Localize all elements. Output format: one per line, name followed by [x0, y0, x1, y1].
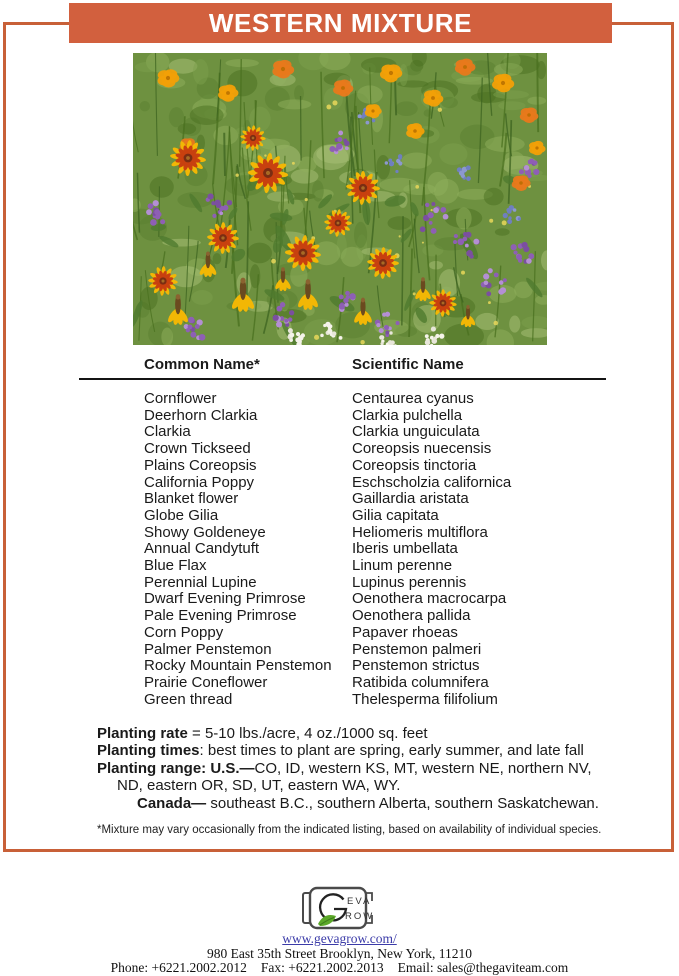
- common-name-cell: Crown Tickseed: [144, 441, 352, 458]
- wildflower-meadow-illustration: [133, 53, 547, 345]
- common-name-cell: Palmer Penstemon: [144, 642, 352, 659]
- scientific-name-cell: Coreopsis tinctoria: [352, 458, 614, 475]
- common-name-cell: Plains Coreopsis: [144, 458, 352, 475]
- mixture-disclaimer: *Mixture may vary occasionally from the indicated listing, based on availability of individual species.: [97, 824, 617, 836]
- table-row: [144, 541, 614, 558]
- table-row: [144, 642, 614, 659]
- contact-line: [0, 960, 679, 976]
- common-name-cell: Pale Evening Primrose: [144, 608, 352, 625]
- scientific-name-cell: Thelesperma filifolium: [352, 692, 614, 709]
- scientific-name-cell: Iberis umbellata: [352, 541, 614, 558]
- scientific-name-cell: Oenothera pallida: [352, 608, 614, 625]
- common-name-cell: Clarkia: [144, 424, 352, 441]
- scientific-name-cell: Clarkia unguiculata: [352, 424, 614, 441]
- scientific-name-cell: Ratibida columnifera: [352, 675, 614, 692]
- planting-range-line: [97, 760, 627, 777]
- gevagrow-logo: [299, 882, 381, 934]
- planting-range-canada-line: [97, 795, 627, 812]
- scientific-name-cell: Penstemon palmeri: [352, 642, 614, 659]
- table-row: [144, 458, 614, 475]
- table-row: [144, 675, 614, 692]
- table-row: [144, 508, 614, 525]
- common-name-cell: Annual Candytuft: [144, 541, 352, 558]
- logo-text-row: ROW: [345, 911, 374, 922]
- table-row: [144, 475, 614, 492]
- table-row: [144, 441, 614, 458]
- scientific-name-cell: Eschscholzia californica: [352, 475, 614, 492]
- scientific-name-cell: Gilia capitata: [352, 508, 614, 525]
- table-header-row: [0, 356, 679, 376]
- scientific-name-cell: Linum perenne: [352, 558, 614, 575]
- table-row: [144, 591, 614, 608]
- scientific-name-header: Scientific Name: [352, 356, 464, 373]
- planting-rate-line: [97, 725, 627, 742]
- table-row: [144, 525, 614, 542]
- scientific-name-cell: Centaurea cyanus: [352, 391, 614, 408]
- planting-times-text: : best times to plant are spring, early summer, and late fall: [200, 742, 584, 759]
- page-title: WESTERN MIXTURE: [209, 8, 472, 39]
- gevagrow-logo-icon: [299, 882, 381, 934]
- species-table: [144, 391, 614, 708]
- table-row: [144, 558, 614, 575]
- table-row: [144, 658, 614, 675]
- header-bar: [69, 3, 612, 43]
- scientific-name-cell: Penstemon strictus: [352, 658, 614, 675]
- planting-times-line: [97, 742, 627, 759]
- planting-range-us-text: CO, ID, western KS, MT, western NE, northern NV,: [255, 760, 592, 777]
- scientific-name-cell: Coreopsis nuecensis: [352, 441, 614, 458]
- planting-canada-text: southeast B.C., southern Alberta, southern Saskatchewan.: [206, 795, 599, 812]
- common-name-cell: California Poppy: [144, 475, 352, 492]
- common-name-cell: Deerhorn Clarkia: [144, 408, 352, 425]
- common-name-cell: Green thread: [144, 692, 352, 709]
- planting-rate-label: Planting rate: [97, 725, 188, 742]
- scientific-name-cell: Gaillardia aristata: [352, 491, 614, 508]
- table-row: [144, 391, 614, 408]
- email-text: Email: sales@thegaviteam.com: [398, 960, 569, 975]
- common-name-cell: Prairie Coneflower: [144, 675, 352, 692]
- planting-canada-label: Canada—: [137, 795, 206, 812]
- wildflower-photo: [133, 53, 547, 345]
- common-name-cell: Cornflower: [144, 391, 352, 408]
- common-name-cell: Blanket flower: [144, 491, 352, 508]
- common-name-cell: Showy Goldeneye: [144, 525, 352, 542]
- planting-range-label: Planting range:: [97, 760, 210, 777]
- table-row: [144, 608, 614, 625]
- table-row: [144, 625, 614, 642]
- table-row: [144, 575, 614, 592]
- website-line: [0, 931, 679, 947]
- planting-range-us-text2: ND, eastern OR, SD, UT, eastern WA, WY.: [117, 777, 400, 794]
- common-name-cell: Dwarf Evening Primrose: [144, 591, 352, 608]
- website-link[interactable]: www.gevagrow.com/: [282, 931, 396, 946]
- scientific-name-cell: Lupinus perennis: [352, 575, 614, 592]
- common-name-header: Common Name*: [144, 356, 260, 373]
- planting-range-us-label: U.S.—: [210, 760, 254, 777]
- scientific-name-cell: Oenothera macrocarpa: [352, 591, 614, 608]
- fax-text: Fax: +6221.2002.2013: [261, 960, 384, 975]
- logo-text-eva: EVA: [347, 896, 371, 907]
- table-row: [144, 424, 614, 441]
- table-row: [144, 692, 614, 709]
- header-divider-rule: [79, 378, 606, 380]
- planting-range-line2: [97, 777, 627, 794]
- phone-text: Phone: +6221.2002.2012: [111, 960, 247, 975]
- table-row: [144, 491, 614, 508]
- address-line: 980 East 35th Street Brooklyn, New York, 11210: [0, 946, 679, 962]
- scientific-name-cell: Papaver rhoeas: [352, 625, 614, 642]
- common-name-cell: Rocky Mountain Penstemon: [144, 658, 352, 675]
- common-name-cell: Corn Poppy: [144, 625, 352, 642]
- table-row: [144, 408, 614, 425]
- scientific-name-cell: Clarkia pulchella: [352, 408, 614, 425]
- common-name-cell: Blue Flax: [144, 558, 352, 575]
- planting-info: [97, 725, 627, 812]
- common-name-cell: Perennial Lupine: [144, 575, 352, 592]
- scientific-name-cell: Heliomeris multiflora: [352, 525, 614, 542]
- planting-rate-text: = 5-10 lbs./acre, 4 oz./1000 sq. feet: [188, 725, 428, 742]
- planting-times-label: Planting times: [97, 742, 200, 759]
- common-name-cell: Globe Gilia: [144, 508, 352, 525]
